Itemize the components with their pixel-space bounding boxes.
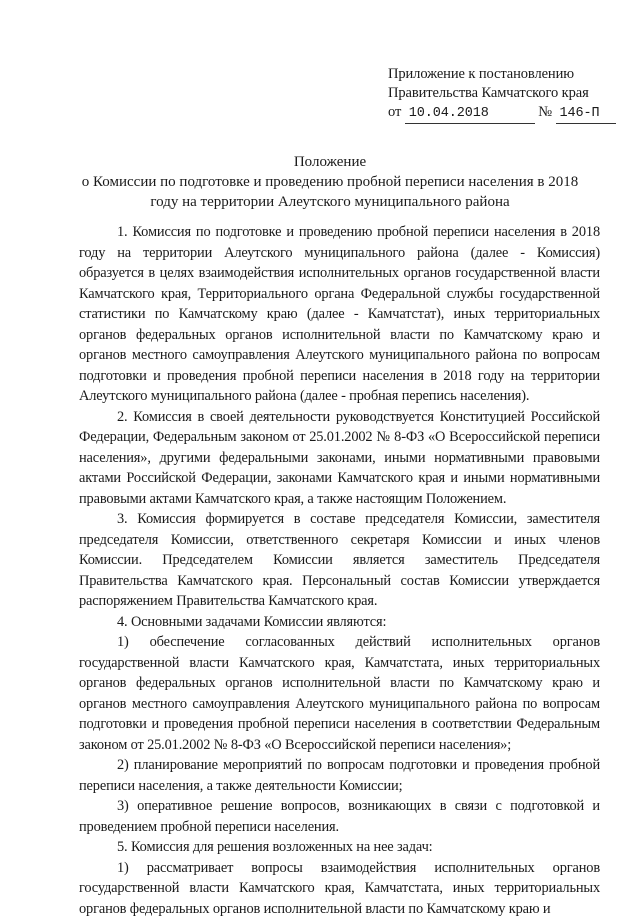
title-heading: Положение <box>60 152 600 172</box>
resolution-number: 146-П <box>556 104 616 124</box>
appendix-line-2: Правительства Камчатского края <box>388 84 628 103</box>
paragraph: 4. Основными задачами Комиссии являются: <box>79 612 600 633</box>
title-line-2: о Комиссии по подготовке и проведению пробной переписи населения в 2018 <box>60 172 600 192</box>
document-title <box>60 152 600 212</box>
paragraph: 1. Комиссия по подготовке и проведению пробной переписи населения в 2018 году на территории Алеутского муниципального района (далее - Комиссия) образуется в целях взаимодействия исполнительных органов государственной власти Камчатского края, Территориального органа Федеральной службы государственной статистики по Камчатскому краю (далее - Камчатстат), иных территориальных органов федеральных органов исполнительной власти по Камчатскому краю и органов местного самоуправления Алеутского муниципального района по вопросам подготовки и проведения пробной переписи населения в 2018 году на территории Алеутского муниципального района (далее - пробная перепись населения). <box>79 222 600 407</box>
paragraph: 1) обеспечение согласованных действий исполнительных органов государственной власти Камчатского края, Камчатстата, иных территориальных органов федеральных органов исполнительной власти по Камчатскому краю и органов местного самоуправления Алеутского муниципального района по вопросам подготовки и проведения пробной переписи населения в соответствии Федеральным законом от 25.01.2002 № 8-ФЗ «О Всероссийской переписи населения»; <box>79 632 600 755</box>
paragraph: 3. Комиссия формируется в составе председателя Комиссии, заместителя председателя Комиссии, ответственного секретаря Комиссии и иных членов Комиссии. Председателем Комиссии является заместитель Председателя Правительства Камчатского края. Персональный состав Комиссии утверждается распоряжением Правительства Камчатского края. <box>79 509 600 612</box>
title-line-3: году на территории Алеутского муниципального района <box>60 192 600 212</box>
resolution-date: 10.04.2018 <box>405 104 535 124</box>
number-label: № <box>538 104 552 120</box>
paragraph: 1) рассматривает вопросы взаимодействия исполнительных органов государственной власти Камчатского края, Камчатстата, иных территориальных органов федеральных органов исполнительной власти по Камчатскому краю и <box>79 858 600 919</box>
appendix-line-1: Приложение к постановлению <box>388 65 628 84</box>
appendix-header <box>388 65 628 124</box>
paragraph: 3) оперативное решение вопросов, возникающих в связи с подготовкой и проведением пробной переписи населения. <box>79 796 600 837</box>
paragraph: 2) планирование мероприятий по вопросам подготовки и проведения пробной переписи населения, а также деятельности Комиссии; <box>79 755 600 796</box>
paragraph: 2. Комиссия в своей деятельности руководствуется Конституцией Российской Федерации, Федеральным законом от 25.01.2002 № 8-ФЗ «О Всероссийской переписи населения», другими федеральными законами, иными нормативными правовыми актами Российской Федерации, законами Камчатского края и иными нормативными правовыми актами Камчатского края, а также настоящим Положением. <box>79 407 600 510</box>
document-body <box>79 222 600 919</box>
appendix-line-3 <box>388 103 628 124</box>
from-label: от <box>388 104 401 120</box>
paragraph: 5. Комиссия для решения возложенных на нее задач: <box>79 837 600 858</box>
